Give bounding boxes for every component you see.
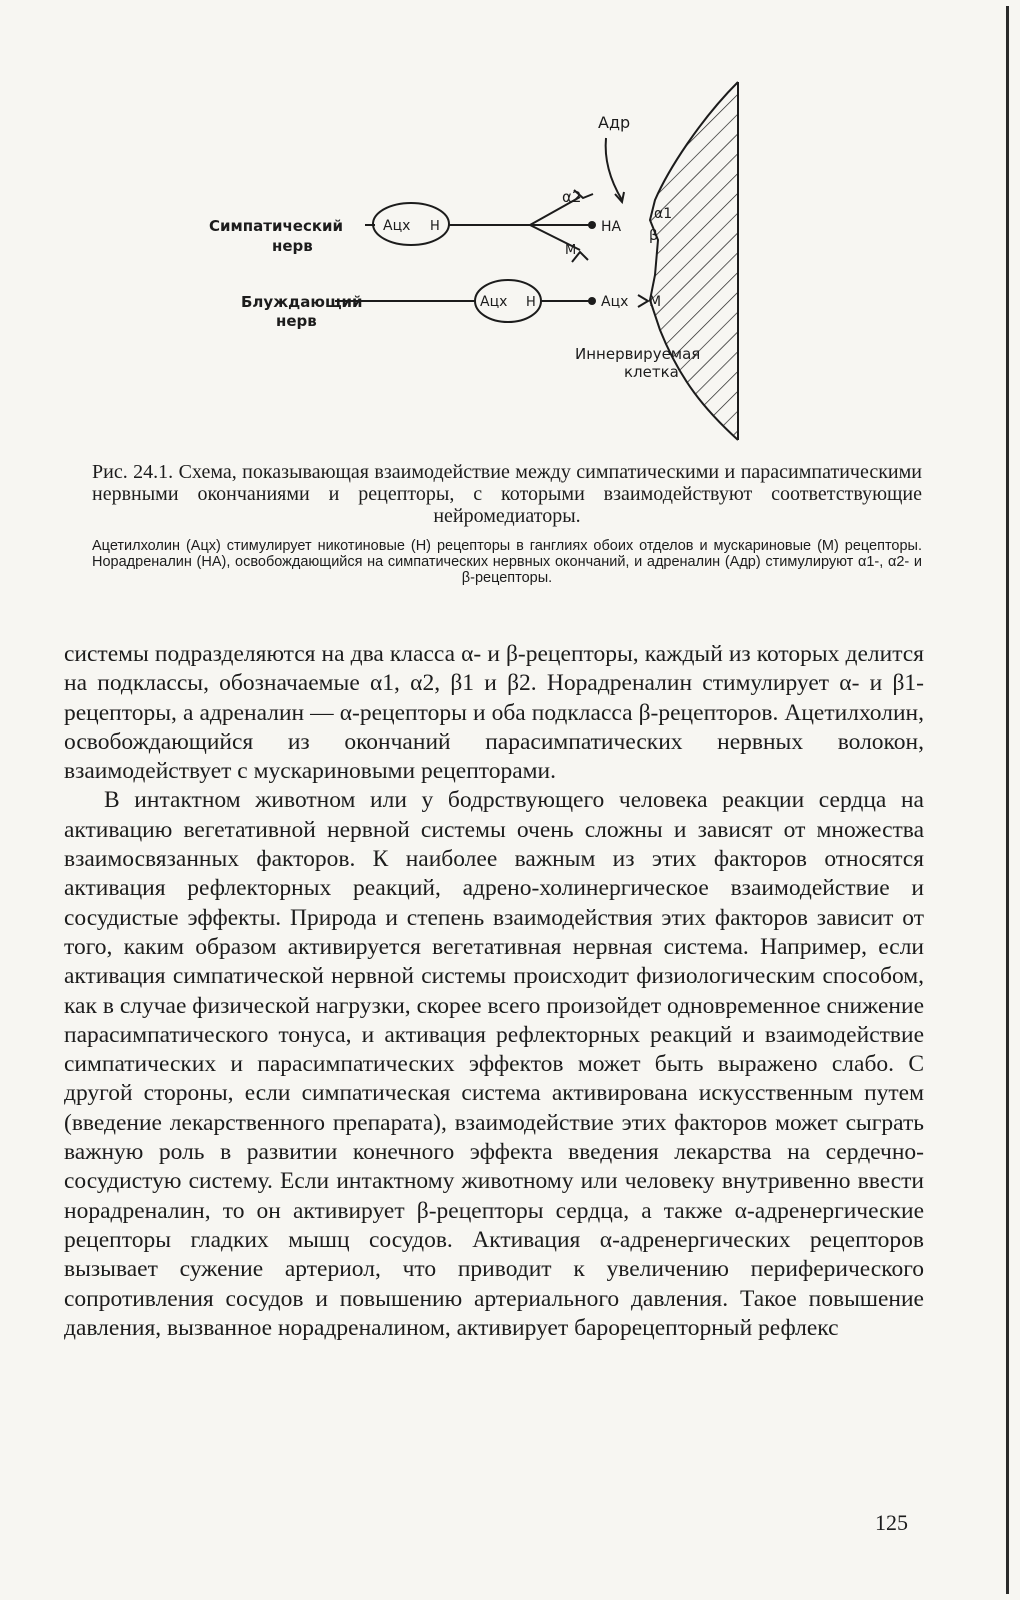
label-m: М bbox=[565, 243, 577, 258]
label-vagus-nerve-2: нерв bbox=[276, 312, 317, 330]
sympathetic-pathway bbox=[365, 138, 624, 262]
figure-caption-title: Схема, показывающая взаимодействие между симпатическими и парасимпатическими нервными окончаниями и рецепторы, с которыми взаимодействуют соответствующие нейромедиаторы. bbox=[92, 461, 922, 527]
label-h-vagus: Н bbox=[526, 295, 536, 310]
figure-caption bbox=[92, 461, 922, 527]
label-beta: β bbox=[649, 228, 658, 244]
label-sympathetic-nerve: Симпатический bbox=[209, 217, 344, 235]
label-ha: НА bbox=[601, 219, 622, 235]
label-innervated-cell: Иннервируемая bbox=[575, 345, 701, 363]
label-acx-sympathetic: Ацх bbox=[383, 218, 411, 234]
page-number: 125 bbox=[875, 1510, 908, 1535]
label-h-sympathetic: Н bbox=[430, 219, 440, 234]
body-text bbox=[64, 640, 924, 1343]
label-alpha1: α1 bbox=[654, 206, 673, 222]
label-acx-vagus: Ацх bbox=[480, 294, 508, 310]
figure-caption-note: Ацетилхолин (Ацх) стимулирует никотиновые (Н) рецепторы в ганглиях обоих отделов и мускариновые (М) рецепторы. Норадреналин (НА), освобождающийся на симпатических нервных окончаний, и адреналин (Адр) стимулируют α1-, α2- и β-рецепторы. bbox=[92, 538, 922, 586]
label-adr: Адр bbox=[598, 113, 631, 132]
nerve-receptor-diagram bbox=[200, 70, 760, 450]
innervated-cell bbox=[640, 78, 740, 448]
label-vagus-nerve: Блуждающий bbox=[241, 293, 363, 311]
paragraph-2: В интактном животном или у бодрствующего человека реакции сердца на активацию вегетативной нервной системы очень сложны и зависят от множества взаимосвязанных факторов. К наиболее важным из этих факторов относятся активация рефлекторных реакций, адрено-холинергическое взаимодействие и сосудистые эффекты. Природа и степень взаимодействия этих факторов зависит от того, каким образом активируется вегетативная нервная система. Например, если активация симпатической нервной системы происходит физиологическим способом, как в случае физической нагрузки, скорее всего произойдет одновременное снижение парасимпатического тонуса, и активация рефлекторных реакций и взаимодействие симпатических и парасимпатических эффектов может быть выражено слабо. С другой стороны, если симпатическая система активирована искусственным путем (введение лекарственного препарата), взаимодействие этих факторов может сыграть важную роль в развитии конечного эффекта введения лекарства на сердечно-сосудистую систему. Если интактному животному или человеку внутривенно ввести норадреналин, то он активирует β-рецепторы сердца, а также α-адренергические рецепторы гладких мышц сосудов. Активация α-адренергических рецепторов вызывает сужение артериол, что приводит к увеличению периферического сопротивления сосудов и повышению артериального давления. Такое повышение давления, вызванное норадреналином, активирует барорецепторный рефлекс bbox=[64, 787, 924, 1341]
label-acx-ending: Ацх bbox=[601, 294, 629, 310]
label-m-cell: М bbox=[649, 294, 662, 310]
label-sympathetic-nerve-2: нерв bbox=[272, 237, 313, 255]
paragraph-1: системы подразделяются на два класса α- и β-рецепторы, каждый из которых делится на подклассы, обозначаемые α1, α2, β1 и β2. Норадреналин стимулирует α- и β1-рецепторы, а адреналин — α-рецепторы и оба подкласса β-рецепторов. Ацетилхолин, освобождающийся из окончаний парасимпатических нервных волокон, взаимодействует с мускариновыми рецепторами. bbox=[64, 641, 924, 785]
figure-label: Рис. 24.1. bbox=[92, 461, 174, 483]
page-edge-line bbox=[1006, 6, 1009, 1594]
label-innervated-cell-2: клетка bbox=[624, 363, 679, 381]
label-alpha2: α2 bbox=[562, 188, 582, 206]
